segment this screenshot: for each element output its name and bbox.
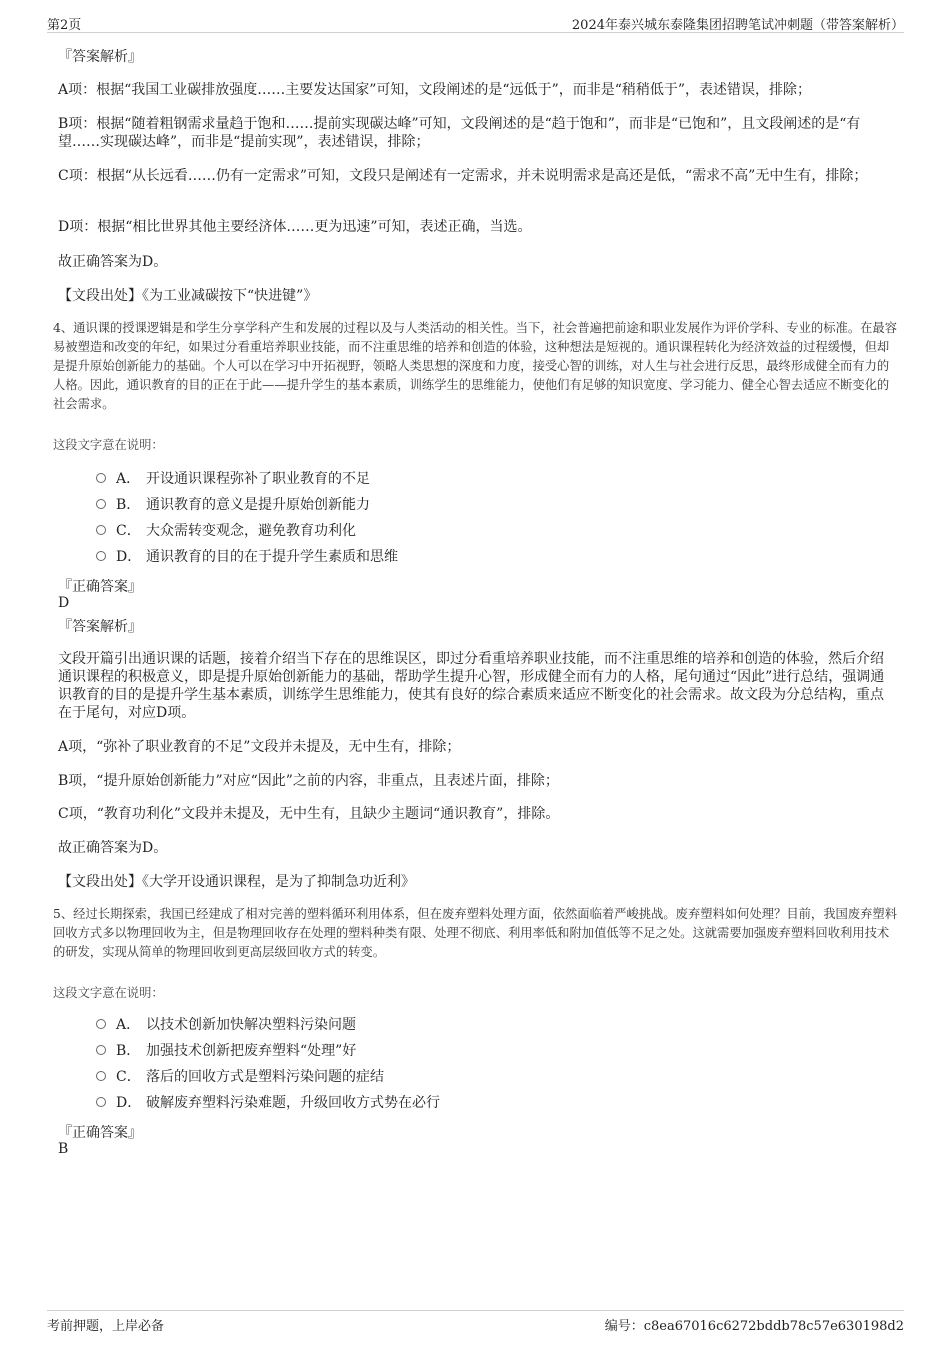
analysis-label: 『答案解析』 <box>58 619 142 635</box>
question-4-stem: 4、通识课的授课逻辑是和学生分享学科产生和发展的过程以及与人类活动的相关性。当下，社会普遍把前途和职业发展作为评价学科、专业的标准。在最容易被塑造和改变的年纪，如果过分看重培养职业技能，而不注重思维的培养和创造的体验，这种想法是短视的。通识课程转化为经济效益的过程缓慢，但却是提升原始创新能力的基础。个人可以在学习中开拓视野，领略人类思想的深度和力度，接受心智的训练，对人生与社会进行反思，最终形成健全而有力的人格。因此，通识教育的目的正在于此——提升学生的基本素质，训练学生的思维能力，使他们有足够的知识宽度、学习能力、健全心智去适应不断变化的社会需求。 <box>53 321 898 411</box>
radio-button-icon[interactable] <box>96 551 106 561</box>
question-5-stem: 5、经过长期探索，我国已经建成了相对完善的塑料循环利用体系，但在废弃塑料处理方面，依然面临着严峻挑战。废弃塑料如何处理？目前，我国废弃塑料回收方式多以物理回收为主，但是物理回收存在处理的塑料种类有限、处理不彻底、利用率低和附加值低等不足之处。这就需要加强废弃塑料回收利用技术的研发，实现从简单的物理回收到更高层级回收方式的转变。 <box>53 907 898 959</box>
question-4-option-c[interactable]: C． 大众需转变观念，避免教育功利化 <box>96 521 356 541</box>
analysis-option-c: C项，“教育功利化”文段并未提及，无中生有，且缺少主题词“通识教育”，排除。 <box>58 806 560 822</box>
question-5-option-b[interactable]: B． 加强技术创新把废弃塑料“处理”好 <box>96 1041 356 1061</box>
radio-button-icon[interactable] <box>96 473 106 483</box>
radio-button-icon[interactable] <box>96 1071 106 1081</box>
analysis-conclusion: 故正确答案为D。 <box>58 254 168 270</box>
correct-answer-value: B <box>58 1141 69 1157</box>
document-title: 2024年泰兴城东泰隆集团招聘笔试冲刺题（带答案解析） <box>571 18 904 33</box>
correct-answer-value: D <box>58 595 70 611</box>
analysis-option-b: B项：根据“随着粗钢需求量趋于饱和……提前实现碳达峰”可知，文段阐述的是“趋于饱和”，而非是“已饱和”，且文段阐述的是“有望……实现碳达峰”，而非是“提前实现”，表述错误，排除； <box>58 116 861 150</box>
analysis-option-a: A项：根据“我国工业碳排放强度……主要发达国家”可知，文段阐述的是“远低于”，而非是“稍稍低于”，表述错误，排除； <box>58 82 812 98</box>
question-4-option-d[interactable]: D． 通识教育的目的在于提升学生素质和思维 <box>96 547 398 567</box>
radio-button-icon[interactable] <box>96 1097 106 1107</box>
analysis-label: 『答案解析』 <box>58 49 142 65</box>
question-5-hint: 这段文字意在说明： <box>53 986 164 1000</box>
source-citation: 【文段出处】《大学开设通识课程，是为了抑制急功近利》 <box>58 874 415 890</box>
radio-button-icon[interactable] <box>96 525 106 535</box>
source-citation: 【文段出处】《为工业减碳按下“快进键”》 <box>58 288 318 304</box>
correct-answer-label: 『正确答案』 <box>58 1125 142 1141</box>
correct-answer-label: 『正确答案』 <box>58 579 142 595</box>
radio-button-icon[interactable] <box>96 1019 106 1029</box>
page-header <box>47 12 904 33</box>
radio-button-icon[interactable] <box>96 499 106 509</box>
question-4-option-b[interactable]: B． 通识教育的意义是提升原始创新能力 <box>96 495 370 515</box>
analysis-option-a: A项，“弥补了职业教育的不足”文段并未提及，无中生有，排除； <box>58 739 461 755</box>
question-5-option-c[interactable]: C． 落后的回收方式是塑料污染问题的症结 <box>96 1067 384 1087</box>
analysis-option-b: B项，“提升原始创新能力”对应“因此”之前的内容，非重点，且表述片面，排除； <box>58 773 559 789</box>
question-5-option-a[interactable]: A． 以技术创新加快解决塑料污染问题 <box>96 1015 356 1035</box>
radio-button-icon[interactable] <box>96 1045 106 1055</box>
question-5-option-d[interactable]: D． 破解废弃塑料污染难题，升级回收方式势在必行 <box>96 1093 440 1113</box>
analysis-option-d: D项：根据“相比世界其他主要经济体……更为迅速”可知，表述正确，当选。 <box>58 219 532 235</box>
analysis-option-c: C项：根据“从长远看……仍有一定需求”可知，文段只是阐述有一定需求，并未说明需求是高还是低，“需求不高”无中生有，排除； <box>58 168 868 184</box>
analysis-conclusion: 故正确答案为D。 <box>58 840 168 856</box>
question-4-option-a[interactable]: A． 开设通识课程弥补了职业教育的不足 <box>96 469 370 489</box>
question-4-hint: 这段文字意在说明： <box>53 438 164 452</box>
footer-slogan: 考前押题，上岸必备 <box>47 1319 165 1334</box>
document-id: 编号：c8ea67016c6272bddb78c57e630198d2 <box>604 1319 904 1334</box>
page-number: 第2页 <box>47 18 82 33</box>
page-footer <box>47 1310 904 1335</box>
question-4-analysis: 文段开篇引出通识课的话题，接着介绍当下存在的思维误区，即过分看重培养职业技能，而不注重思维的培养和创造的体验，然后介绍通识课程的积极意义，即是提升原始创新能力的基础，帮助学生提升心智，形成健全而有力的人格，尾句通过“因此”进行总结，强调通识教育的目的是提升学生基本素质，训练学生思维能力，使其有良好的综合素质来适应不断变化的社会需求。故文段为分总结构，重点在于尾句，对应D项。 <box>58 651 885 721</box>
